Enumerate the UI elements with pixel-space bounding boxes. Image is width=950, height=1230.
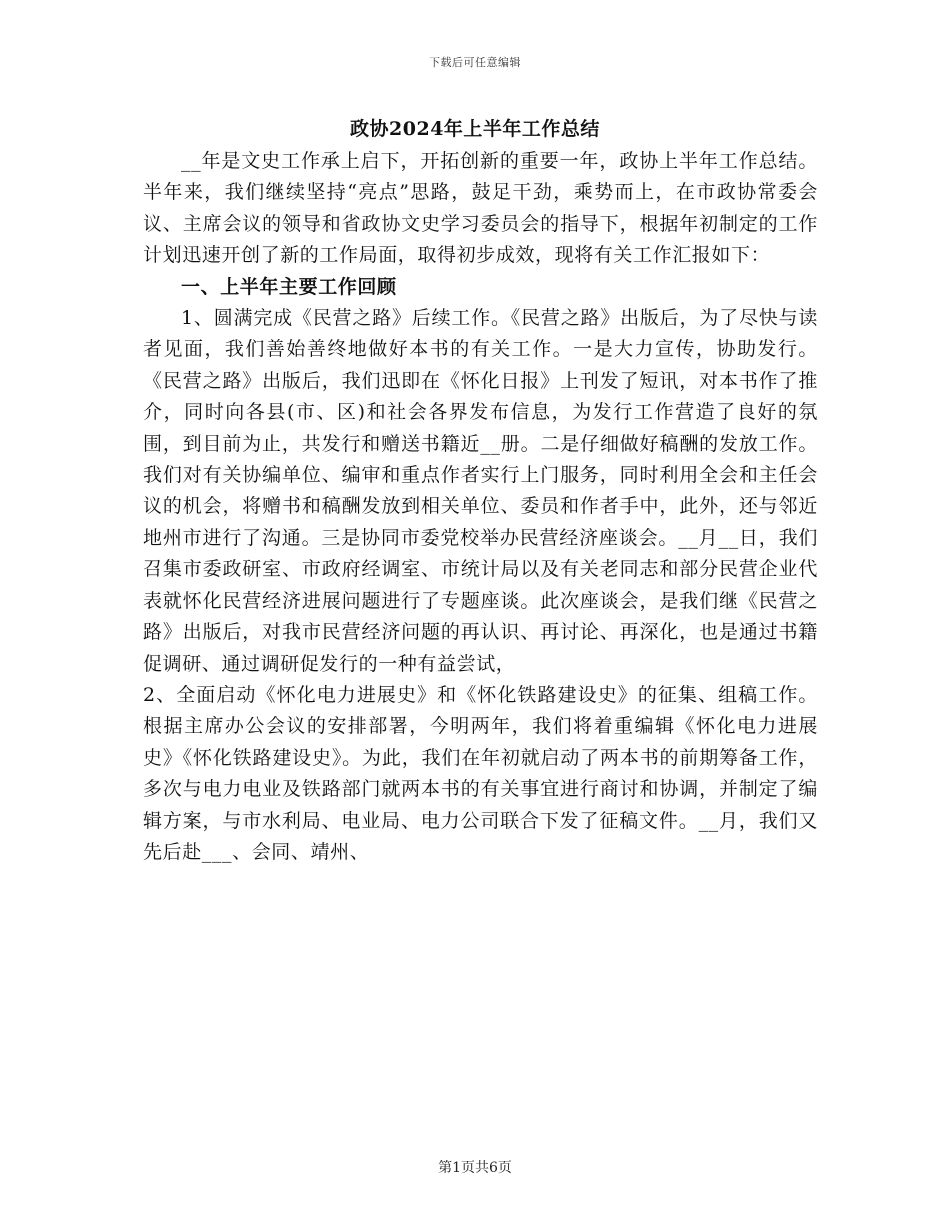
document-body	[143, 146, 818, 868]
page-header: 下载后可任意编辑	[429, 56, 521, 69]
page-number: 第1页共6页	[438, 1160, 512, 1176]
paragraph-intro: __年是文史工作承上启下，开拓创新的重要一年，政协上半年工作总结。半年来，我们继续坚持“亮点”思路，鼓足干劲，乘势而上，在市政协常委会议、主席会议的领导和省政协文史学习委员会的指导下，根据年初制定的工作计划迅速开创了新的工作局面，取得初步成效，现将有关工作汇报如下：	[143, 150, 818, 267]
paragraph-item-2: 2、全面启动《怀化电力进展史》和《怀化铁路建设史》的征集、组稿工作。根据主席办公会议的安排部署，今明两年，我们将着重编辑《怀化电力进展史》《怀化铁路建设史》。为此，我们在年初就启动了两本书的前期筹备工作，多次与电力电业及铁路部门就两本书的有关事宜进行商讨和协调，并制定了编辑方案，与市水利局、电业局、电力公司联合下发了征稿文件。__月，我们又先后赴___、会同、靖州、	[143, 683, 818, 863]
section-heading: 一、上半年主要工作回顾	[181, 275, 397, 298]
document-title: 政协2024年上半年工作总结	[350, 118, 600, 140]
paragraph-item-1: 1、圆满完成《民营之路》后续工作。《民营之路》出版后，为了尽快与读者见面，我们善始善终地做好本书的有关工作。一是大力宣传，协助发行。《民营之路》出版后，我们迅即在《怀化日报》上刊发了短讯，对本书作了推介，同时向各县(市、区)和社会各界发布信息，为发行工作营造了良好的氛围，到目前为止，共发行和赠送书籍近__册。二是仔细做好稿酬的发放工作。我们对有关协编单位、编审和重点作者实行上门服务，同时利用全会和主任会议的机会，将赠书和稿酬发放到相关单位、委员和作者手中，此外，还与邻近地州市进行了沟通。三是协同市委党校举办民营经济座谈会。__月__日，我们召集市委政研室、市政府经调室、市统计局以及有关老同志和部分民营企业代表就怀化民营经济进展问题进行了专题座谈。此次座谈会，是我们继《民营之路》出版后，对我市民营经济问题的再认识、再讨论、再深化，也是通过书籍促调研、通过调研促发行的一种有益尝试，	[143, 307, 818, 675]
